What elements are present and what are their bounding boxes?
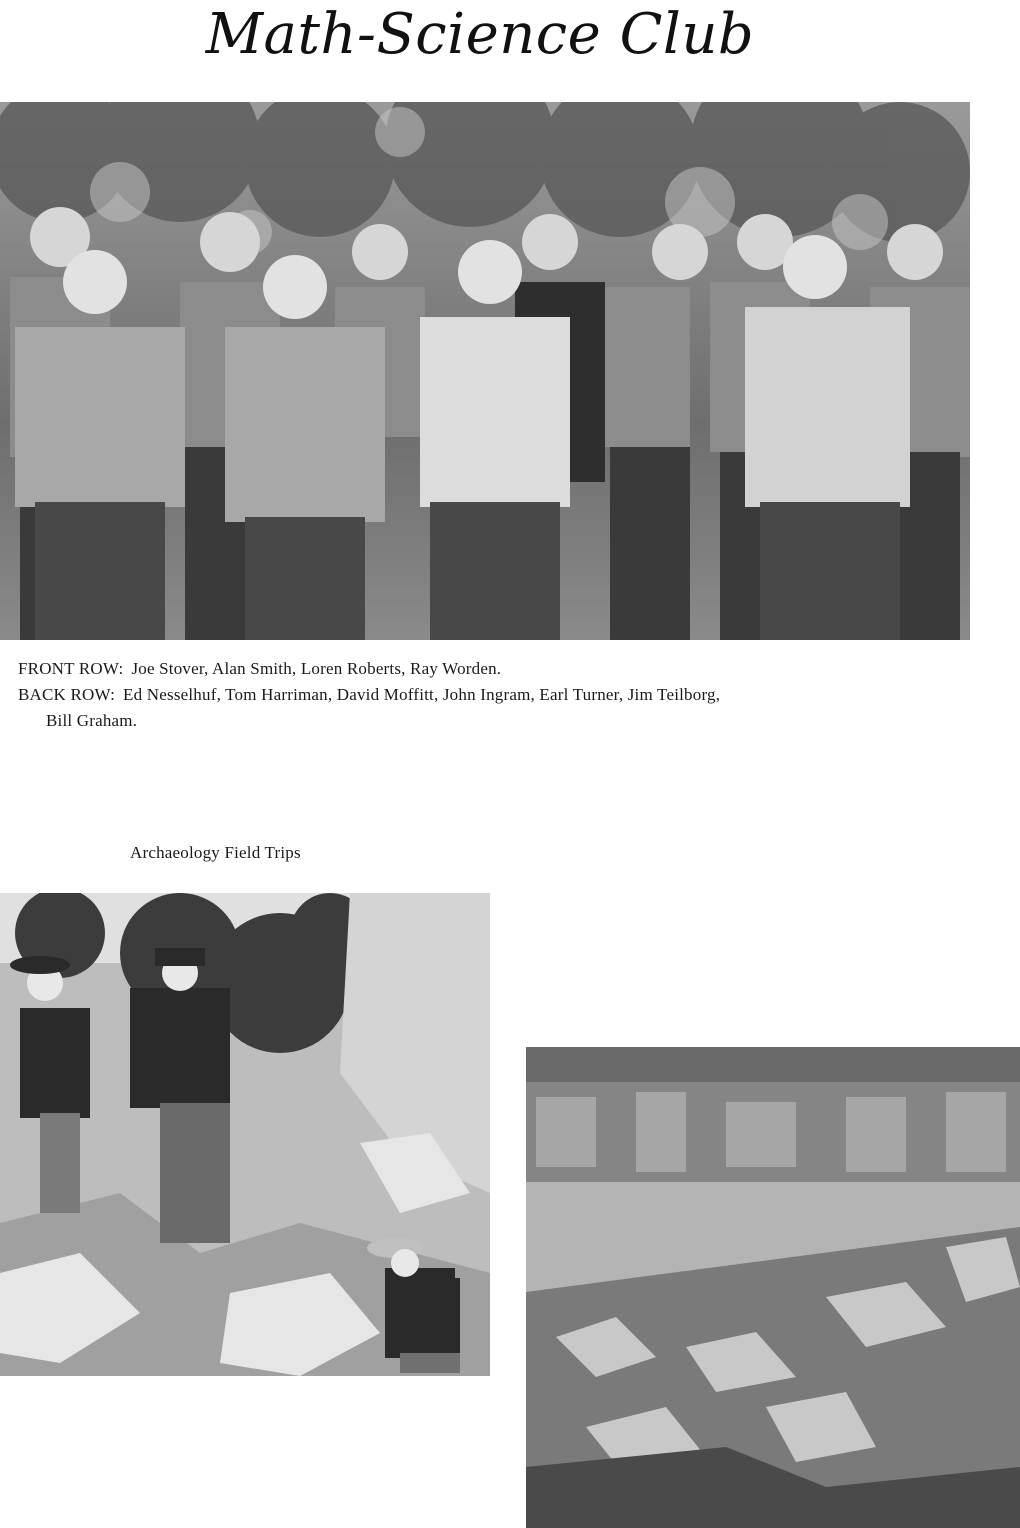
field-trip-photo-hikers-image <box>0 893 490 1376</box>
front-row-label: FRONT ROW: <box>18 659 124 678</box>
back-row-names-continued: Bill Graham. <box>46 711 138 730</box>
back-row-names: Ed Nesselhuf, Tom Harriman, David Moffitt, John Ingram, Earl Turner, Jim Teilborg, <box>123 685 721 704</box>
front-row-names: Joe Stover, Alan Smith, Loren Roberts, Ray Worden. <box>131 659 502 678</box>
field-trip-photo-canyon <box>526 1047 1020 1528</box>
page-title: Math-Science Club <box>205 2 755 67</box>
field-trip-photo-canyon-image <box>526 1047 1020 1528</box>
back-row-caption <box>18 682 720 708</box>
field-trip-photo-hikers <box>0 893 490 1376</box>
front-row-caption <box>18 656 501 682</box>
back-row-label: BACK ROW: <box>18 685 116 704</box>
field-trips-caption: Archaeology Field Trips <box>130 843 301 862</box>
group-photo-image <box>0 102 970 640</box>
group-photo <box>0 102 970 640</box>
